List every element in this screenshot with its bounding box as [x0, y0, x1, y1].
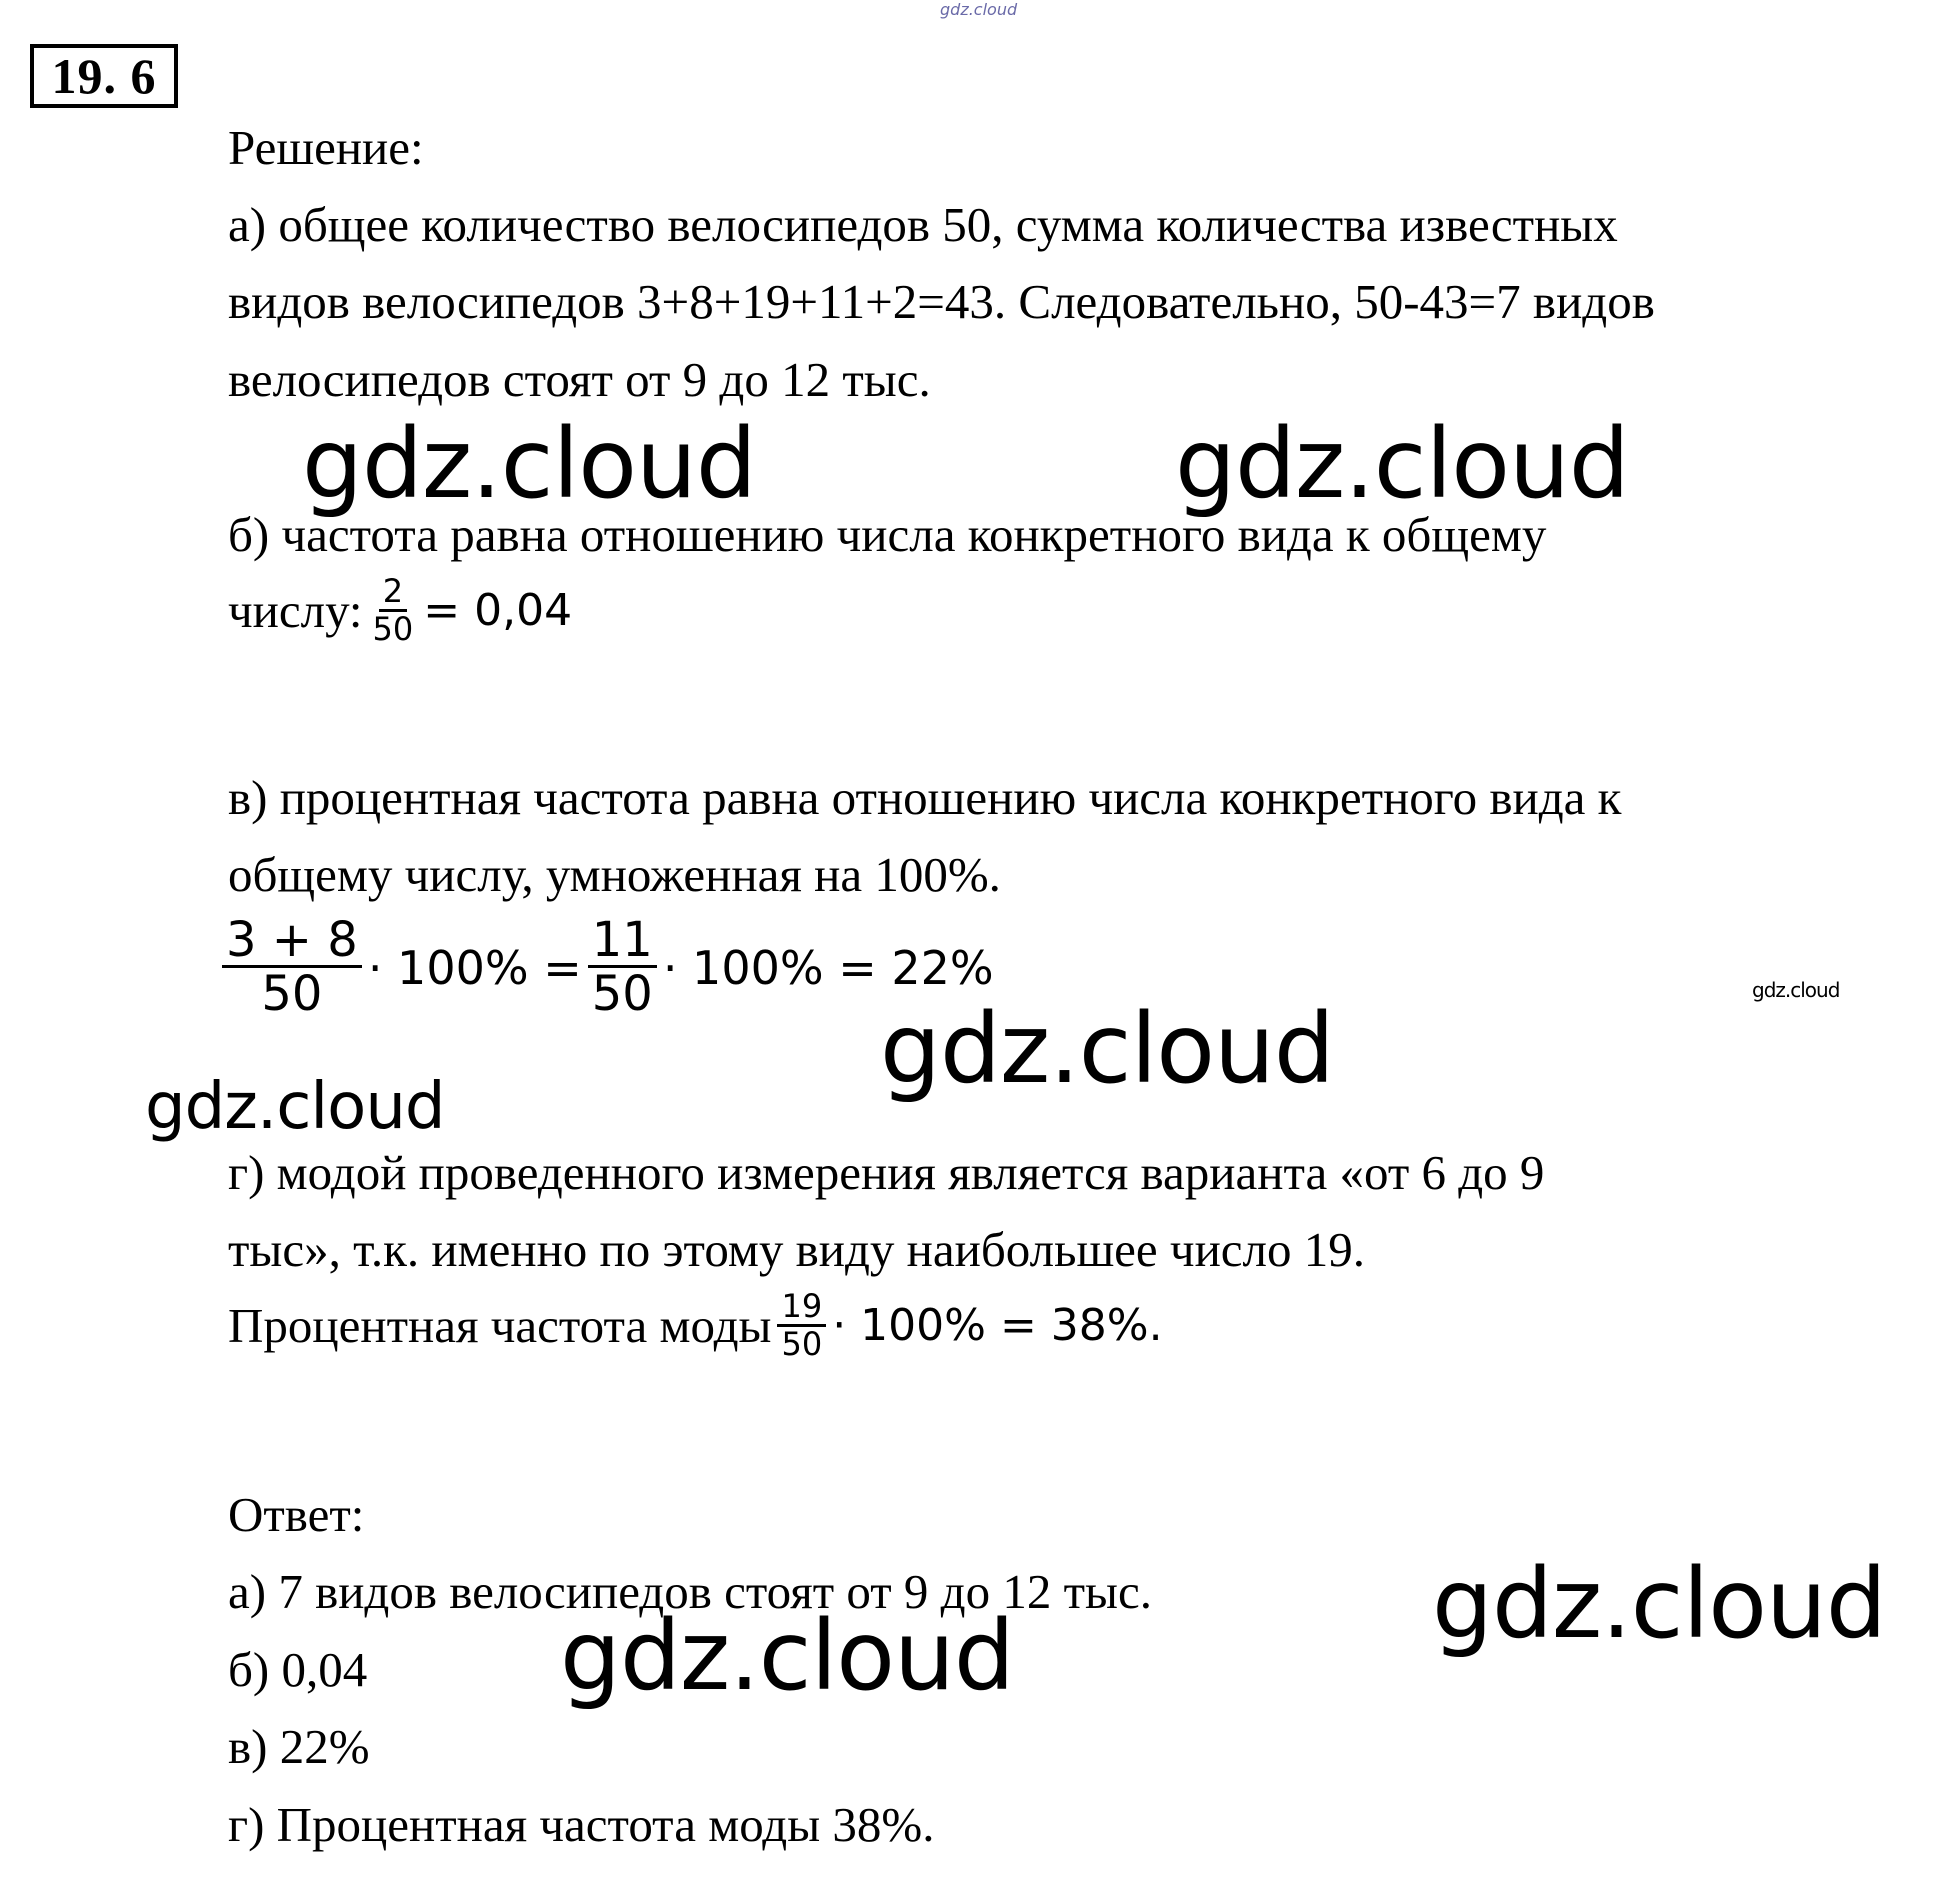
watermark-7: gdz.cloud — [560, 1600, 1014, 1712]
b-fraction-numerator: 2 — [379, 575, 407, 612]
v-result: · 100% = 22% — [662, 941, 994, 996]
v-fraction-2-denominator: 50 — [591, 966, 653, 1023]
solution-b-line2 — [228, 572, 573, 648]
answer-a: а) 7 видов велосипедов стоят от 9 до 12 тыс. — [228, 1564, 1152, 1619]
b-fraction-denominator: 50 — [372, 609, 414, 648]
watermark-1: gdz.cloud — [302, 408, 756, 520]
v-fraction-2 — [588, 912, 657, 1023]
answer-heading: Ответ: — [228, 1487, 365, 1542]
answer-g: г) Процентная частота моды 38%. — [228, 1797, 935, 1852]
solution-g-line3 — [228, 1287, 1163, 1363]
answer-v: в) 22% — [228, 1719, 370, 1774]
watermark-5: gdz.cloud — [145, 1070, 445, 1144]
g-result: · 100% = 38%. — [832, 1299, 1163, 1351]
answer-b: б) 0,04 — [228, 1642, 368, 1697]
g-fraction-numerator: 19 — [777, 1290, 826, 1327]
v-middle: · 100% = — [367, 941, 582, 996]
g-prefix: Процентная частота моды — [228, 1297, 772, 1353]
watermark-2: gdz.cloud — [1175, 408, 1629, 520]
b-result: = 0,04 — [423, 584, 573, 636]
problem-number: 19. 6 — [51, 48, 157, 104]
v-fraction-1-denominator: 50 — [261, 966, 323, 1023]
solution-v-formula — [222, 912, 994, 1023]
solution-g-line2: тыс», т.к. именно по этому виду наибольшее число 19. — [228, 1222, 1366, 1277]
b-prefix: числу: — [228, 582, 363, 638]
solution-a-line1: а) общее количество велосипедов 50, сумма количества известных — [228, 197, 1618, 252]
v-fraction-1 — [222, 912, 362, 1023]
v-fraction-1-numerator: 3 + 8 — [222, 915, 362, 968]
v-fraction-2-numerator: 11 — [588, 915, 657, 968]
b-fraction — [369, 572, 418, 648]
problem-number-box — [30, 44, 178, 108]
watermark-6: gdz.cloud — [1432, 1548, 1886, 1660]
watermark-4: gdz.cloud — [880, 993, 1334, 1105]
g-fraction — [777, 1287, 826, 1363]
solution-heading: Решение: — [228, 120, 424, 175]
solution-a-line3: велосипедов стоят от 9 до 12 тыс. — [228, 352, 931, 407]
top-watermark: gdz.cloud — [940, 0, 1018, 19]
solution-a-line2: видов велосипедов 3+8+19+11+2=43. Следовательно, 50-43=7 видов — [228, 274, 1655, 329]
solution-g-line1: г) модой проведенного измерения является варианта «от 6 до 9 — [228, 1145, 1545, 1200]
solution-b-line1: б) частота равна отношению числа конкретного вида к общему — [228, 507, 1547, 562]
solution-v-line1: в) процентная частота равна отношению числа конкретного вида к — [228, 770, 1622, 825]
g-fraction-denominator: 50 — [781, 1324, 823, 1363]
watermark-3: gdz.cloud — [1752, 978, 1840, 1002]
solution-v-line2: общему числу, умноженная на 100%. — [228, 847, 1001, 902]
